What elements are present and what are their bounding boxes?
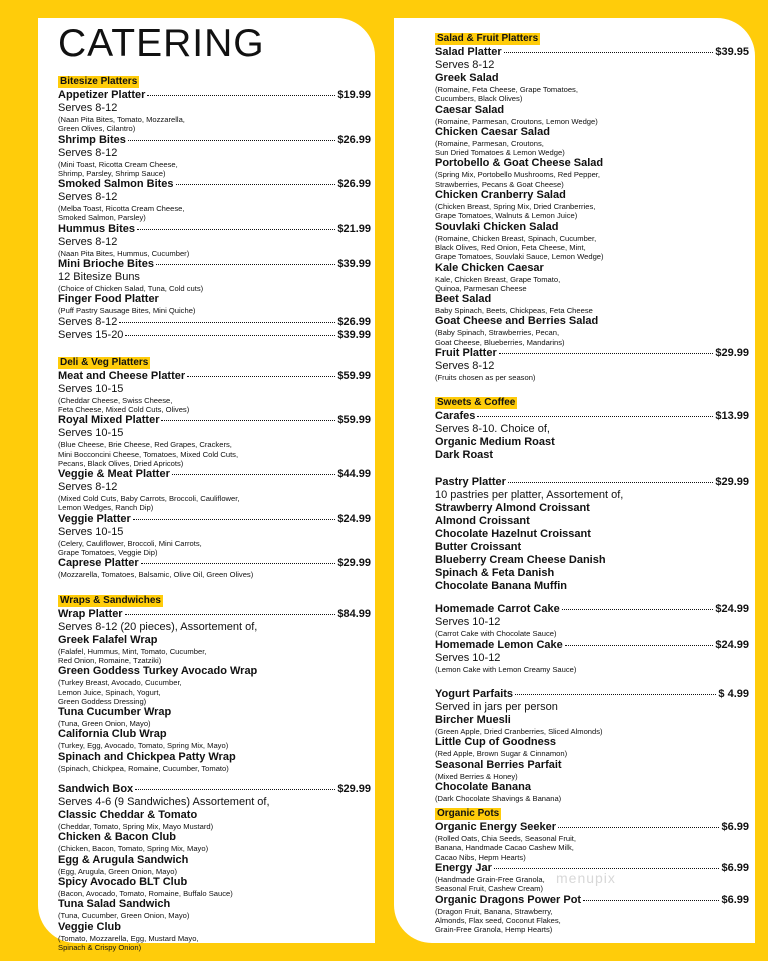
menu-item-veggie-meat: Veggie & Meat Platter $44.99: [58, 468, 371, 481]
watermark: menupix: [556, 870, 616, 886]
section-header-wraps: Wraps & Sandwiches: [60, 594, 161, 606]
menu-item-fruit-platter: Fruit Platter $29.99: [435, 347, 749, 360]
serves: Serves 4-6 (9 Sandwiches) Assortement of,: [58, 796, 270, 809]
menu-item-sandwich-box: Sandwich Box $29.99: [58, 783, 371, 796]
salad-name: Chicken Cranberry Salad: [435, 189, 566, 202]
salad-name: Beet Salad: [435, 293, 492, 306]
pastry-name: Butter Croissant: [435, 541, 522, 554]
item-desc: (Romaine, Parmesan, Croutons, Lemon Wedge): [435, 116, 598, 126]
menu-item-meat-cheese: Meat and Cheese Platter $59.99: [58, 369, 371, 382]
serves: Serves 10-12: [435, 616, 501, 629]
serves: Serves 8-10. Choice of,: [435, 423, 550, 436]
item-desc: (Turkey, Egg, Avocado, Tomato, Spring Mix, Mayo): [58, 741, 229, 751]
item-desc: (Romaine, Feta Cheese, Grape Tomatoes,: [435, 85, 578, 94]
item-desc: (Red Apple, Brown Sugar & Cinnamon): [435, 749, 568, 759]
item-desc: Grape Tomatoes, Souvlaki Sauce, Lemon Wedge): [435, 252, 604, 262]
serves: Serves 8-12: [435, 59, 495, 71]
serves: Serves 8-12: [435, 360, 495, 373]
menu-item-appetizer: Appetizer Platter $19.99: [58, 89, 371, 101]
item-desc: (Dark Chocolate Shavings & Banana): [435, 793, 562, 803]
sandwich-name: Veggie Club: [58, 920, 121, 933]
section-header-organic-pots: Organic Pots: [437, 808, 500, 820]
parfait-name: Bircher Muesli: [435, 713, 511, 726]
item-desc: Cacao Nibs, Hepm Hearts): [435, 852, 526, 862]
parfait-name: Seasonal Berries Parfait: [435, 758, 562, 771]
item-desc: (Chicken Breast, Spring Mix, Dried Cranberries,: [435, 202, 596, 212]
item-desc: Quinoa, Parmesan Cheese: [435, 283, 527, 293]
item-desc: Goat Cheese, Blueberries, Mandarins): [435, 337, 565, 347]
serves: Serves 8-12: [58, 191, 118, 204]
item-desc: (Blue Cheese, Brie Cheese, Red Grapes, Crackers,: [58, 440, 232, 450]
menu-item-hummus: Hummus Bites $21.99: [58, 222, 371, 235]
menu-item-shrimp: Shrimp Bites $26.99: [58, 133, 371, 146]
right-menu-panel: [394, 18, 755, 943]
item-desc: Black Olives, Red Onion, Feta Cheese, Mint,: [435, 242, 586, 252]
item-desc: Grain-Free Granola, Hemp Hearts): [435, 925, 553, 935]
section-header-sweets: Sweets & Coffee: [437, 397, 516, 409]
item-desc: (Lemon Cake with Lemon Creamy Sauce): [435, 664, 577, 674]
item-desc: (Tuna, Cucumber, Green Onion, Mayo): [58, 911, 190, 921]
menu-item-lemon-cake: Homemade Lemon Cake $24.99: [435, 638, 749, 651]
item-desc: Lemon Juice, Spinach, Yogurt,: [58, 687, 161, 697]
serves: Serves 8-12 (20 pieces), Assortement of,: [58, 620, 258, 633]
pastry-name: Almond Croissant: [435, 515, 530, 528]
pastry-name: Strawberry Almond Croissant: [435, 502, 590, 515]
item-desc: Baby Spinach, Beets, Chickpeas, Feta Cheese: [435, 306, 593, 316]
menu-item-royal-mixed: Royal Mixed Platter $59.99: [58, 414, 371, 427]
item-desc: Pecans, Black Olives, Dried Apricots): [58, 458, 184, 468]
item-desc: Banana, Handmade Cacao Cashew Milk,: [435, 843, 574, 853]
item-desc: Mini Bocconcini Cheese, Tomatoes, Mixed Cold Cuts,: [58, 449, 239, 459]
sandwich-name: Egg & Arugula Sandwich: [58, 853, 189, 866]
item-desc: (Falafel, Hummus, Mint, Tomato, Cucumber,: [58, 646, 207, 656]
section-header-deli: Deli & Veg Platters: [60, 356, 149, 368]
menu-item-yogurt-parfaits: Yogurt Parfaits $ 4.99: [435, 687, 749, 700]
salad-name: Portobello & Goat Cheese Salad: [435, 157, 604, 170]
menu-item-carafes: Carafes $13.99: [435, 410, 749, 423]
item-desc: (Celery, Cauliflower, Broccoli, Mini Carrots,: [58, 538, 202, 548]
left-menu-panel: [38, 18, 375, 952]
item-desc: Red Onion, Romaine, Tzatziki): [58, 655, 162, 665]
item-desc: Shrimp, Parsley, Shrimp Sauce): [58, 168, 166, 178]
item-desc: (Bacon, Avocado, Tomato, Romaine, Buffalo Sauce): [58, 888, 233, 898]
serves: Serves 8-12: [58, 235, 118, 248]
wrap-name: Green Goddess Turkey Avocado Wrap: [58, 665, 258, 678]
serves: Serves 8-12: [58, 481, 118, 494]
salad-name: Souvlaki Chicken Salad: [435, 220, 559, 233]
menu-item-carrot-cake: Homemade Carrot Cake $24.99: [435, 603, 749, 616]
item-desc: (Spring Mix, Portobello Mushrooms, Red Pepper,: [435, 170, 601, 180]
item-desc: Kale, Chicken Breast, Grape Tomato,: [435, 274, 561, 284]
wrap-name: Spinach and Chickpea Patty Wrap: [58, 750, 236, 763]
item-desc: (Baby Spinach, Strawberries, Pecan,: [435, 328, 560, 338]
item-desc: (Mozzarella, Tomatoes, Balsamic, Olive Oil, Green Olives): [58, 570, 254, 580]
parfait-name: Little Cup of Goodness: [435, 736, 556, 749]
item-desc: Green Goddess Dressing): [58, 696, 147, 706]
salad-name: Chicken Caesar Salad: [435, 125, 550, 138]
item-desc: Seasonal Fruit, Cashew Cream): [435, 884, 544, 894]
item-desc: (Romaine, Chicken Breast, Spinach, Cucumber,: [435, 233, 597, 243]
item-desc: (Naan Pita Bites, Hummus, Cucumber): [58, 248, 190, 258]
item-desc: (Turkey Breast, Avocado, Cucumber,: [58, 678, 182, 688]
menu-item-salmon: Smoked Salmon Bites $26.99: [58, 178, 371, 191]
sandwich-name: Tuna Salad Sandwich: [58, 898, 171, 911]
item-desc: (Spinach, Chickpea, Romaine, Cucumber, Tomato): [58, 763, 229, 773]
item-desc: (Choice of Chicken Salad, Tuna, Cold cuts): [58, 284, 204, 294]
sandwich-name: Spicy Avocado BLT Club: [58, 875, 188, 888]
item-desc: Grape Tomatoes, Walnuts & Lemon Juice): [435, 211, 578, 221]
item-desc: (Mini Toast, Ricotta Cream Cheese,: [58, 159, 178, 169]
serves: Serves 8-12: [58, 146, 118, 159]
section-header-salad: Salad & Fruit Platters: [437, 33, 539, 44]
wrap-name: Greek Falafel Wrap: [58, 633, 158, 646]
item-desc: Lemon Wedges, Ranch Dip): [58, 503, 154, 513]
serves: Serves 10-15: [58, 525, 124, 538]
item-desc: Spinach & Crispy Onion): [58, 942, 142, 952]
item-desc: (Fruits chosen as per season): [435, 373, 536, 383]
salad-name: Goat Cheese and Berries Salad: [435, 315, 599, 328]
item-desc: (Cheddar Cheese, Swiss Cheese,: [58, 395, 173, 405]
item-desc: (Chicken, Bacon, Tomato, Spring Mix, Mayo): [58, 844, 209, 854]
item-desc: (Melba Toast, Ricotta Cream Cheese,: [58, 204, 185, 214]
item-desc: (Tomato, Mozzarella, Egg, Mustard Mayo,: [58, 933, 199, 943]
menu-item-dragons-power-pot: Organic Dragons Power Pot $6.99: [435, 893, 749, 906]
menu-item-salad-platter: Salad Platter $39.95: [435, 46, 749, 58]
menu-item-pastry-platter: Pastry Platter $29.99: [435, 476, 749, 489]
item-desc: (Green Apple, Dried Cranberries, Sliced Almonds): [435, 726, 603, 736]
serves: 10 pastries per platter, Assortement of,: [435, 489, 624, 502]
menu-item-wrap-platter: Wrap Platter $84.99: [58, 607, 371, 620]
menu-item-caprese: Caprese Platter $29.99: [58, 557, 371, 570]
serves: Serves 10-12: [435, 651, 501, 664]
pastry-name: Chocolate Banana Muffin: [435, 580, 568, 593]
item-desc: (Handmade Grain-Free Granola,: [435, 875, 545, 885]
menu-item-energy-seeker: Organic Energy Seeker $6.99: [435, 821, 749, 834]
item-desc: Green Olives, Cilantro): [58, 124, 136, 134]
menu-item-brioche: Mini Brioche Bites $39.99: [58, 258, 371, 271]
sandwich-name: Chicken & Bacon Club: [58, 831, 176, 844]
pastry-name: Spinach & Feta Danish: [435, 567, 555, 580]
serves: 12 Bitesize Buns: [58, 271, 140, 284]
item-desc: (Dragon Fruit, Banana, Strawberry,: [435, 906, 553, 916]
price-option: Serves 15-20 $39.99: [58, 328, 371, 341]
pastry-name: Chocolate Hazelnut Croissant: [435, 528, 591, 541]
item-desc: (Naan Pita Bites, Tomato, Mozzarella,: [58, 115, 185, 124]
menu-item-finger-food: Finger Food Platter: [58, 293, 159, 306]
salad-name: Kale Chicken Caesar: [435, 261, 544, 274]
item-desc: (Mixed Berries & Honey): [435, 771, 518, 781]
price-option: Serves 8-12 $26.99: [58, 315, 371, 328]
page-title: CATERING: [58, 22, 265, 65]
serves: Serves 10-15: [58, 382, 124, 395]
item-desc: Sun Dried Tomatoes & Lemon Wedge): [435, 148, 565, 158]
item-desc: Strawberries, Pecans & Goat Cheese): [435, 179, 564, 189]
menu-item-energy-jar: Energy Jar $6.99: [435, 862, 749, 875]
coffee-option: Dark Roast: [435, 449, 494, 462]
sandwich-name: Classic Cheddar & Tomato: [58, 809, 198, 822]
item-desc: Grape Tomatoes, Veggie Dip): [58, 548, 158, 558]
item-desc: Almonds, Flax seed, Coconut Flakes,: [435, 915, 561, 925]
salad-name: Greek Salad: [435, 72, 499, 84]
serves: Serves 10-15: [58, 427, 124, 440]
item-desc: (Cheddar, Tomato, Spring Mix, Mayo Mustard): [58, 822, 214, 832]
item-desc: (Tuna, Green Onion, Mayo): [58, 719, 151, 729]
pastry-name: Blueberry Cream Cheese Danish: [435, 554, 606, 567]
wrap-name: California Club Wrap: [58, 728, 167, 741]
item-desc: (Romaine, Parmesan, Croutons,: [435, 138, 544, 148]
item-desc: Cucumbers, Black Olives): [435, 94, 523, 104]
item-desc: Feta Cheese, Mixed Cold Cuts, Olives): [58, 404, 190, 414]
menu-item-veggie: Veggie Platter $24.99: [58, 512, 371, 525]
serves: Served in jars per person: [435, 700, 558, 713]
item-desc: (Rolled Oats, Chia Seeds, Seasonal Fruit,: [435, 834, 576, 844]
parfait-name: Chocolate Banana: [435, 780, 531, 793]
item-desc: Smoked Salmon, Parsley): [58, 213, 146, 223]
section-header-bitesize: Bitesize Platters: [60, 76, 138, 87]
item-desc: (Mixed Cold Cuts, Baby Carrots, Broccoli, Cauliflower,: [58, 494, 240, 504]
coffee-option: Organic Medium Roast: [435, 436, 555, 449]
serves: Serves 8-12: [58, 102, 118, 114]
item-desc: (Carrot Cake with Chocolate Sauce): [435, 629, 557, 639]
wrap-name: Tuna Cucumber Wrap: [58, 706, 172, 719]
item-desc: (Puff Pastry Sausage Bites, Mini Quiche): [58, 306, 196, 316]
item-desc: (Egg, Arugula, Green Onion, Mayo): [58, 866, 178, 876]
salad-name: Caesar Salad: [435, 103, 505, 116]
